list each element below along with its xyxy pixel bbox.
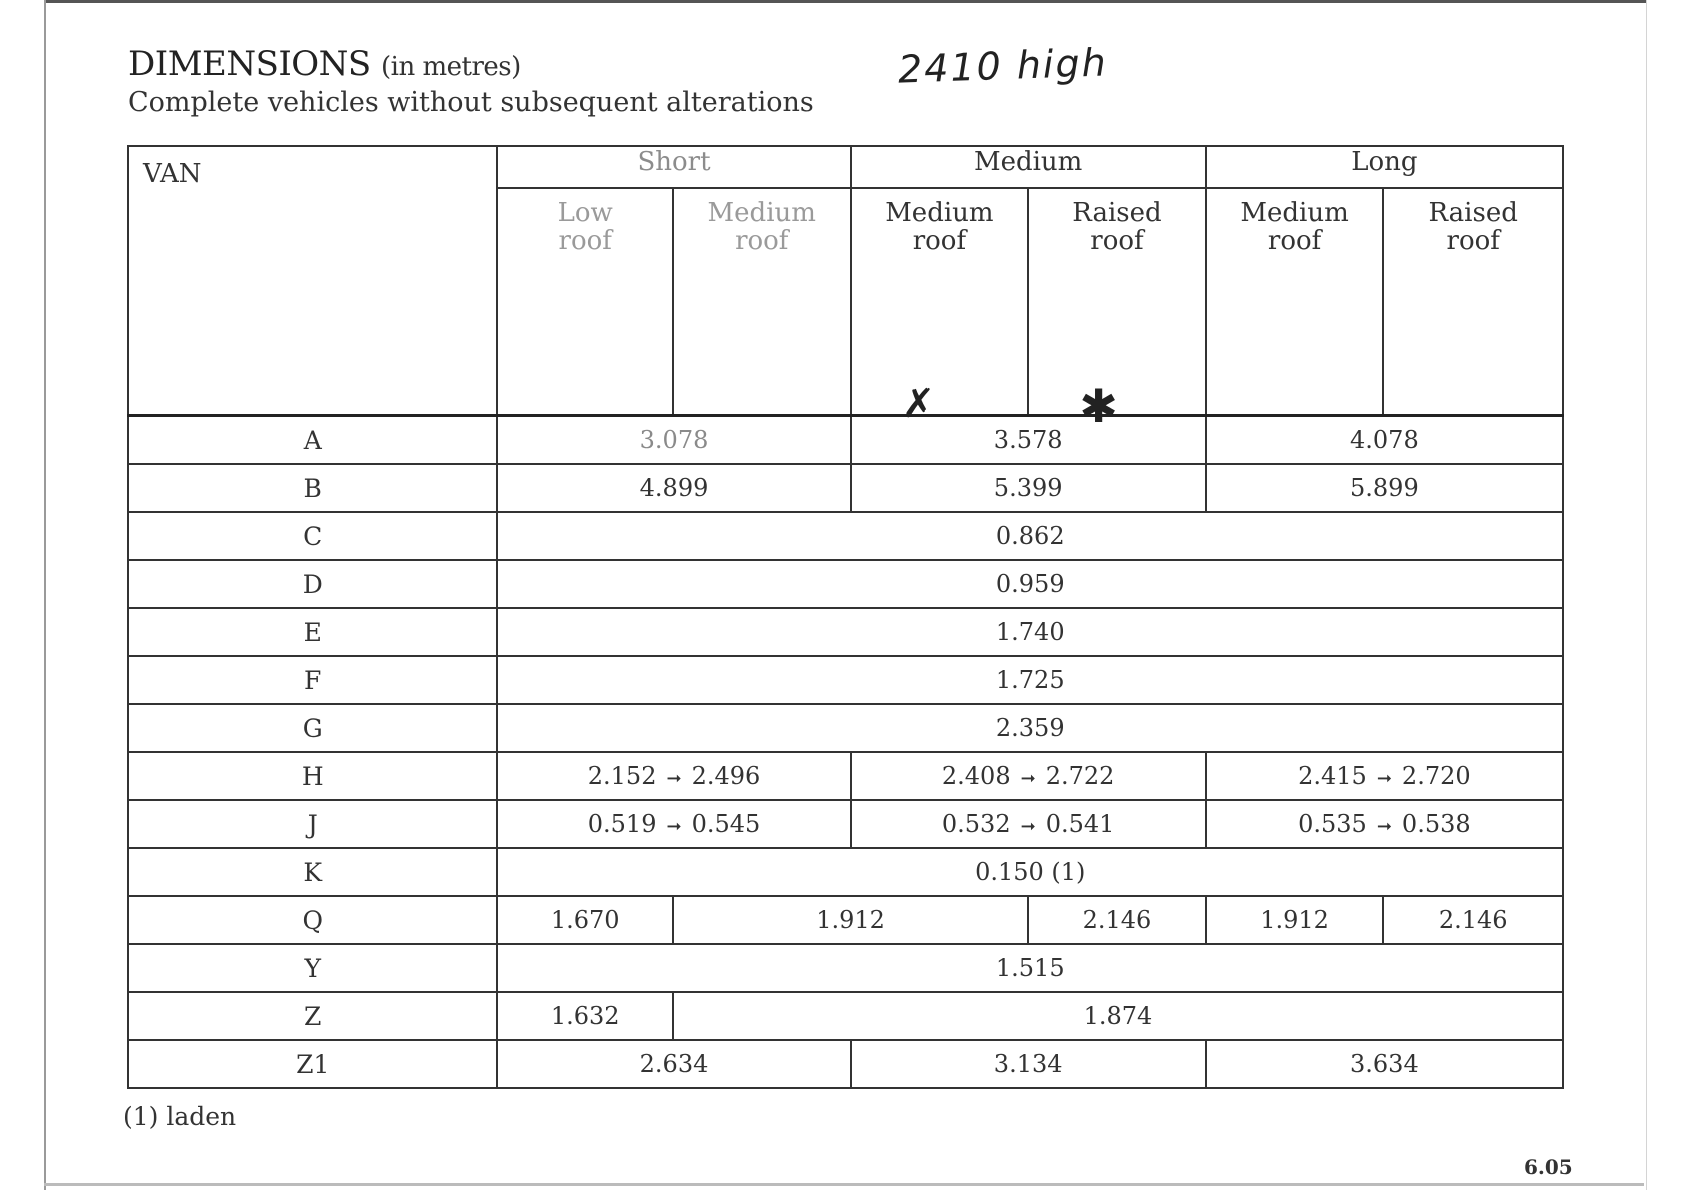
row-label: Z	[128, 992, 497, 1040]
range-from: 2.415	[1298, 762, 1367, 790]
row-label: Y	[128, 944, 497, 992]
subheader-line: roof	[558, 226, 612, 256]
subheader-line: roof	[1090, 226, 1144, 256]
cell-short-low: 1.670	[497, 896, 672, 944]
table-row-e	[128, 608, 1563, 656]
range-to: 2.720	[1401, 762, 1471, 790]
table-row-k	[128, 848, 1563, 896]
cell-short: 4.899	[497, 464, 850, 512]
subheader-line: roof	[1267, 226, 1322, 256]
handwritten-cross-mark: ✗	[901, 381, 936, 427]
cell-long-range	[1206, 800, 1563, 848]
subheader-long-medium-roof	[1206, 188, 1384, 416]
handwritten-scribble-mark: ✱	[1079, 379, 1118, 433]
cell-all: 1.725	[497, 656, 1563, 704]
cell-all: 0.862	[497, 512, 1563, 560]
cell-short-low: 1.632	[497, 992, 672, 1040]
range-to: 2.496	[691, 762, 761, 790]
table-row-h	[128, 752, 1563, 800]
subheader-line: Raised	[1072, 198, 1162, 228]
subheader-line: Low	[557, 198, 613, 228]
cell-medium-range	[851, 800, 1206, 848]
range-from: 2.152	[587, 762, 657, 790]
range-from: 0.532	[941, 810, 1011, 838]
footnote: (1) laden	[123, 1102, 237, 1131]
table-row-z1	[128, 1040, 1563, 1088]
table-row-c	[128, 512, 1563, 560]
range-to: 0.538	[1401, 810, 1471, 838]
table-row-b	[128, 464, 1563, 512]
range-from: 0.535	[1298, 810, 1367, 838]
row-label: G	[128, 704, 497, 752]
subheader-short-low-roof	[497, 188, 672, 416]
subheader-line: Raised	[1428, 198, 1518, 228]
title-unit: (in metres)	[381, 52, 521, 82]
cell-medium: 3.134	[851, 1040, 1206, 1088]
table-row-y	[128, 944, 1563, 992]
cell-long-raised: 2.146	[1383, 896, 1563, 944]
subheader-line: Medium	[885, 198, 994, 228]
cell-short: 3.078	[497, 416, 850, 465]
arrow-right-icon: ➞	[1020, 816, 1036, 837]
subheader-line: roof	[912, 226, 967, 256]
arrow-right-icon: ➞	[1020, 768, 1036, 789]
cell-all: 0.959	[497, 560, 1563, 608]
cell-long-range	[1206, 752, 1563, 800]
row-label: K	[128, 848, 497, 896]
arrow-right-icon: ➞	[1376, 816, 1392, 837]
page-subtitle: Complete vehicles without subsequent alterations	[128, 87, 814, 118]
row-label: H	[128, 752, 497, 800]
cell-short-range	[497, 752, 850, 800]
table-row-g	[128, 704, 1563, 752]
subheader-short-medium-roof	[673, 188, 851, 416]
subheader-medium-raised-roof	[1028, 188, 1206, 433]
cell-short: 2.634	[497, 1040, 850, 1088]
row-label: D	[128, 560, 497, 608]
table-row-a	[128, 416, 1563, 465]
title-block	[128, 44, 814, 119]
row-label: C	[128, 512, 497, 560]
arrow-right-icon: ➞	[666, 768, 682, 789]
subheader-line: Medium	[1240, 198, 1349, 228]
range-to: 2.722	[1045, 762, 1115, 790]
page-edge-right	[1646, 0, 1647, 1190]
subheader-long-raised-roof	[1383, 188, 1563, 416]
handwritten-note: 2410 high	[897, 40, 1109, 92]
page-edge-top	[46, 0, 1646, 3]
table-corner-label: VAN	[128, 146, 497, 416]
table-row-j	[128, 800, 1563, 848]
cell-long-medium: 1.912	[1206, 896, 1384, 944]
group-header-long: Long	[1206, 146, 1563, 188]
arrow-right-icon: ➞	[666, 816, 682, 837]
row-label: Q	[128, 896, 497, 944]
group-header-short: Short	[497, 146, 850, 188]
table-row-d	[128, 560, 1563, 608]
cell-long: 5.899	[1206, 464, 1563, 512]
range-from: 2.408	[941, 762, 1011, 790]
page-title	[128, 44, 814, 87]
subheader-medium-medium-roof	[851, 188, 1029, 427]
subheader-line: Medium	[707, 198, 816, 228]
page-number: 6.05	[1524, 1155, 1573, 1179]
cell-all: 0.150 (1)	[497, 848, 1563, 896]
cell-medium-raised: 2.146	[1028, 896, 1206, 944]
cell-long: 4.078	[1206, 416, 1563, 465]
cell-long: 3.634	[1206, 1040, 1563, 1088]
page-edge-bottom	[44, 1183, 1644, 1186]
subheader-line: roof	[735, 226, 789, 256]
row-label: A	[128, 416, 497, 465]
row-label: J	[128, 800, 497, 848]
title-main: DIMENSIONS	[128, 44, 371, 84]
row-label: Z1	[128, 1040, 497, 1088]
cell-all: 1.740	[497, 608, 1563, 656]
cell-all: 1.515	[497, 944, 1563, 992]
cell-short-range	[497, 800, 850, 848]
arrow-right-icon: ➞	[1376, 768, 1392, 789]
table-row-q	[128, 896, 1563, 944]
range-to: 0.541	[1045, 810, 1115, 838]
range-from: 0.519	[587, 810, 657, 838]
cell-span-medium: 1.912	[673, 896, 1028, 944]
cell-all: 2.359	[497, 704, 1563, 752]
range-to: 0.545	[691, 810, 761, 838]
table-row-f	[128, 656, 1563, 704]
subheader-line: roof	[1446, 226, 1500, 256]
cell-medium: 3.578	[851, 416, 1206, 465]
table-row-z	[128, 992, 1563, 1040]
cell-medium-range	[851, 752, 1206, 800]
cell-medium: 5.399	[851, 464, 1206, 512]
row-label: B	[128, 464, 497, 512]
dimensions-table	[127, 145, 1564, 1089]
page-edge-left	[44, 0, 46, 1190]
cell-rest: 1.874	[673, 992, 1563, 1040]
row-label: E	[128, 608, 497, 656]
row-label: F	[128, 656, 497, 704]
group-header-medium: Medium	[851, 146, 1206, 188]
